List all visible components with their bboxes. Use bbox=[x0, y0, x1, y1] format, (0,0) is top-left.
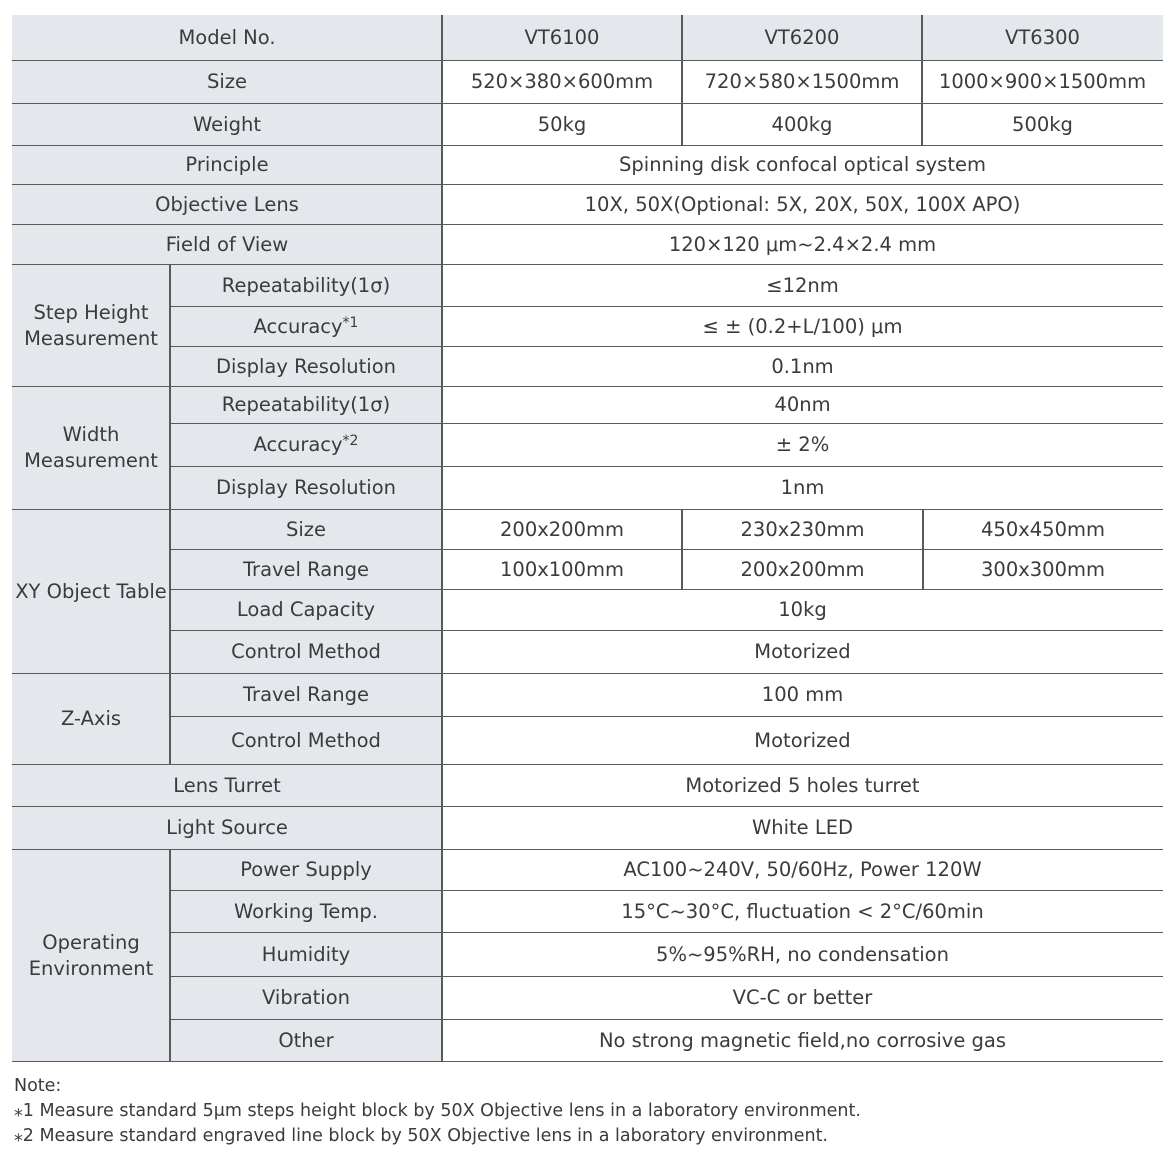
group-xy-object-table: XY Object Table bbox=[12, 510, 170, 674]
group-z-axis: Z-Axis bbox=[12, 674, 170, 765]
xy-travel-range-vt6100: 100x100mm bbox=[442, 550, 682, 590]
note-item-1: ⁎1 Measure standard 5μm steps height block by 50X Objective lens in a laboratory environment. bbox=[14, 1101, 861, 1121]
xy-travel-range-vt6200: 200x200mm bbox=[682, 550, 923, 590]
spec-table bbox=[12, 15, 1163, 1062]
vibration-label: Vibration bbox=[170, 977, 442, 1020]
vibration-value: VC-C or better bbox=[442, 977, 1163, 1020]
width-accuracy-label-text: Accuracy bbox=[253, 433, 343, 456]
width-repeatability-label: Repeatability(1σ) bbox=[170, 387, 442, 424]
power-supply-value: AC100~240V, 50/60Hz, Power 120W bbox=[442, 850, 1163, 891]
row-label-size: Size bbox=[12, 61, 442, 104]
z-control-method-label: Control Method bbox=[170, 717, 442, 765]
step-display-resolution-label: Display Resolution bbox=[170, 347, 442, 387]
xy-control-method-label: Control Method bbox=[170, 631, 442, 674]
row-label-field-of-view: Field of View bbox=[12, 225, 442, 265]
width-repeatability-value: 40nm bbox=[442, 387, 1163, 424]
divider-model-1 bbox=[681, 15, 683, 146]
xy-travel-range-label: Travel Range bbox=[170, 550, 442, 590]
width-display-resolution-value: 1nm bbox=[442, 467, 1163, 510]
divider-xy-2 bbox=[922, 510, 924, 590]
row-label-weight: Weight bbox=[12, 104, 442, 146]
notes bbox=[14, 1074, 861, 1149]
header-model-vt6100: VT6100 bbox=[442, 15, 682, 61]
weight-vt6100: 50kg bbox=[442, 104, 682, 146]
light-source-value: White LED bbox=[442, 807, 1163, 850]
size-vt6200: 720×580×1500mm bbox=[682, 61, 922, 104]
header-label: Model No. bbox=[12, 15, 442, 61]
other-label: Other bbox=[170, 1020, 442, 1062]
step-display-resolution-value: 0.1nm bbox=[442, 347, 1163, 387]
humidity-value: 5%~95%RH, no condensation bbox=[442, 933, 1163, 977]
step-accuracy-label: Accuracy $^{*1}$ bbox=[170, 307, 442, 347]
xy-load-capacity-value: 10kg bbox=[442, 590, 1163, 631]
field-of-view-value: 120×120 μm~2.4×2.4 mm bbox=[442, 225, 1163, 265]
header-model-vt6200: VT6200 bbox=[682, 15, 922, 61]
width-display-resolution-label: Display Resolution bbox=[170, 467, 442, 510]
size-vt6300: 1000×900×1500mm bbox=[922, 61, 1163, 104]
z-travel-range-value: 100 mm bbox=[442, 674, 1163, 717]
step-repeatability-value: ≤12nm bbox=[442, 265, 1163, 307]
xy-control-method-value: Motorized bbox=[442, 631, 1163, 674]
notes-title: Note: bbox=[14, 1076, 62, 1096]
humidity-label: Humidity bbox=[170, 933, 442, 977]
header-model-vt6300: VT6300 bbox=[922, 15, 1163, 61]
divider-label-value bbox=[441, 15, 443, 1062]
xy-travel-range-vt6300: 300x300mm bbox=[923, 550, 1163, 590]
step-accuracy-label-text: Accuracy bbox=[253, 314, 343, 338]
weight-vt6200: 400kg bbox=[682, 104, 922, 146]
divider-group-sub-env bbox=[169, 850, 171, 1062]
power-supply-label: Power Supply bbox=[170, 850, 442, 891]
row-label-objective-lens: Objective Lens bbox=[12, 185, 442, 225]
working-temp-value: 15°C~30°C, fluctuation < 2°C/60min bbox=[442, 891, 1163, 933]
group-step-height: Step Height Measurement bbox=[12, 265, 170, 387]
z-control-method-value: Motorized bbox=[442, 717, 1163, 765]
row-label-principle: Principle bbox=[12, 146, 442, 185]
note-item-2: ⁎2 Measure standard engraved line block by 50X Objective lens in a laboratory environment. bbox=[14, 1126, 828, 1146]
width-accuracy-label: Accuracy $^{*2}$ bbox=[170, 424, 442, 467]
group-width-measurement: Width Measurement bbox=[12, 387, 170, 510]
size-vt6100: 520×380×600mm bbox=[442, 61, 682, 104]
working-temp-label: Working Temp. bbox=[170, 891, 442, 933]
weight-vt6300: 500kg bbox=[922, 104, 1163, 146]
divider-group-sub bbox=[169, 265, 171, 765]
z-travel-range-label: Travel Range bbox=[170, 674, 442, 717]
divider-model-2 bbox=[921, 15, 923, 146]
principle-value: Spinning disk confocal optical system bbox=[442, 146, 1163, 185]
xy-size-vt6200: 230x230mm bbox=[682, 510, 923, 550]
xy-size-label: Size bbox=[170, 510, 442, 550]
other-value: No strong magnetic field,no corrosive gas bbox=[442, 1020, 1163, 1062]
row-label-light-source: Light Source bbox=[12, 807, 442, 850]
xy-size-vt6100: 200x200mm bbox=[442, 510, 682, 550]
divider-xy-1 bbox=[681, 510, 683, 590]
width-accuracy-value: ± 2% bbox=[442, 424, 1163, 467]
xy-size-vt6300: 450x450mm bbox=[923, 510, 1163, 550]
objective-lens-value: 10X, 50X(Optional: 5X, 20X, 50X, 100X APO) bbox=[442, 185, 1163, 225]
group-operating-environment: Operating Environment bbox=[12, 850, 170, 1062]
step-accuracy-value: ≤ ± (0.2+L/100) μm bbox=[442, 307, 1163, 347]
row-label-lens-turret: Lens Turret bbox=[12, 765, 442, 807]
lens-turret-value: Motorized 5 holes turret bbox=[442, 765, 1163, 807]
step-repeatability-label: Repeatability(1σ) bbox=[170, 265, 442, 307]
xy-load-capacity-label: Load Capacity bbox=[170, 590, 442, 631]
